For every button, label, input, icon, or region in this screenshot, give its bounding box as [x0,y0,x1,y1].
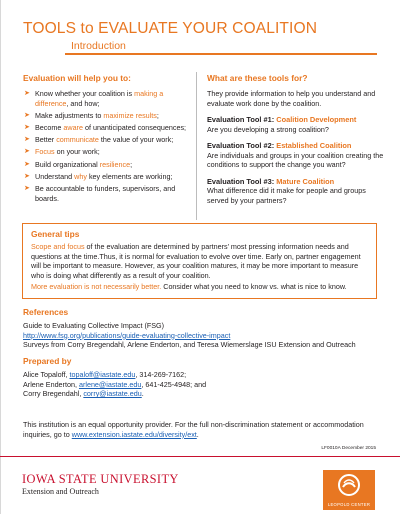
page-edge [0,0,1,514]
arrow-bullet-icon: ➤ [24,123,30,131]
diversity-link[interactable]: www.extension.iastate.edu/diversity/ext [71,429,197,439]
leopold-center-logo [323,470,375,510]
list-item: ➤ Better communicate the value of your work; [24,135,174,145]
list-item: ➤ Be accountable to funders, supervisors, and boards. [24,183,176,203]
list-item: ➤ Understand why key elements are working; [24,171,173,181]
tool-3-heading: Evaluation Tool #3: Mature Coalition [207,176,335,186]
footer-rule [0,456,400,457]
arrow-bullet-icon: ➤ [24,184,30,192]
page-title: TOOLS to EVALUATE YOUR COALITION [23,20,318,37]
prepared-by-section [23,356,383,399]
references-heading: References [23,307,69,317]
tool-3-description: What difference did it make for people and groups served by your partners? [207,186,366,205]
general-tips-box [22,223,377,299]
author-email-link[interactable]: corry@iastate.edu [83,389,142,399]
tool-1-heading: Evaluation Tool #1: Coalition Development [207,115,357,125]
tools-intro: They provide information to help you understand and evaluate work done by the coalition. [207,89,376,108]
tool-1-description: Are you developing a strong coalition? [207,124,329,134]
general-tips-heading: General tips [31,229,80,239]
arrow-bullet-icon: ➤ [24,172,30,180]
document-code: LF0010A December 2015 [321,446,376,451]
list-item: ➤ Make adjustments to maximize results; [24,110,159,120]
column-divider [196,72,197,220]
arrow-bullet-icon: ➤ [24,136,30,144]
evaluation-help-heading: Evaluation will help you to: [23,73,131,83]
evaluation-help-section [23,73,191,206]
author-line: Corry Bregendahl, corry@iastate.edu. [23,389,144,399]
tips-paragraph-1: Scope and focus of the evaluation are determined by partners’ most pressing information needs and questions at the time.Thus, it is normal for evaluation to evolve over time. Early on, partner engagement will be important to measure. However, as your coalition matures, it may be more important to measure who is doing what differently as a result of your coalition. [31,242,361,280]
list-item: ➤ Build organizational resilience; [24,159,133,169]
tool-2-description: Are individuals and groups in your coalition creating the conditions to support the change you want? [207,150,384,170]
list-item: ➤ Become aware of unanticipated consequences; [24,122,187,132]
reference-link[interactable]: http://www.fsg.org/publications/guide-evaluating-collective-impact [23,330,231,340]
reference-surveys: Surveys from Corry Bregendahl, Arlene Enderton, and Teresa Wiemerslage ISU Extension and Outreach [23,340,356,350]
author-email-link[interactable]: arlene@iastate.edu [78,379,142,389]
list-item: ➤ Focus on your work; [24,147,100,157]
author-email-link[interactable]: topaloff@iastate.edu [69,370,136,379]
isu-logo-text: IOWA STATE UNIVERSITY [22,472,179,486]
reference-title: Guide to Evaluating Collective Impact (FSG) [23,321,165,330]
subtitle-bar [65,39,377,55]
author-line: Alice Topaloff, topaloff@iastate.edu, 314-269-7162; [23,370,187,379]
prepared-by-heading: Prepared by [23,356,72,366]
isu-unit-text: Extension and Outreach [22,487,99,496]
tool-2-heading: Evaluation Tool #2: Established Coalition [207,141,352,151]
evaluation-help-list [23,89,191,203]
arrow-bullet-icon: ➤ [24,90,30,97]
page-subtitle: Introduction [71,40,126,52]
tools-heading: What are these tools for? [207,73,308,83]
references-section [23,307,383,350]
arrow-bullet-icon: ➤ [24,148,30,156]
leopold-center-label: LEOPOLD CENTER [327,502,371,507]
leopold-emblem-icon [337,473,361,497]
arrow-bullet-icon: ➤ [24,111,30,119]
footer [0,456,400,514]
author-line: Arlene Enderton, arlene@iastate.edu, 641-425-4948; and [23,379,207,389]
arrow-bullet-icon: ➤ [24,160,30,168]
equal-opportunity-notice: This institution is an equal opportunity provider. For the full non-discrimination statement or accommodation inquiries, go to www.extension.iastate.edu/diversity/ext. [23,420,364,439]
tools-section [207,73,387,205]
list-item: ➤ Know whether your coalition is making a difference, and how; [24,89,164,108]
tips-paragraph-2: More evaluation is not necessarily better. Consider what you need to know vs. what is nice to know. [31,282,347,292]
